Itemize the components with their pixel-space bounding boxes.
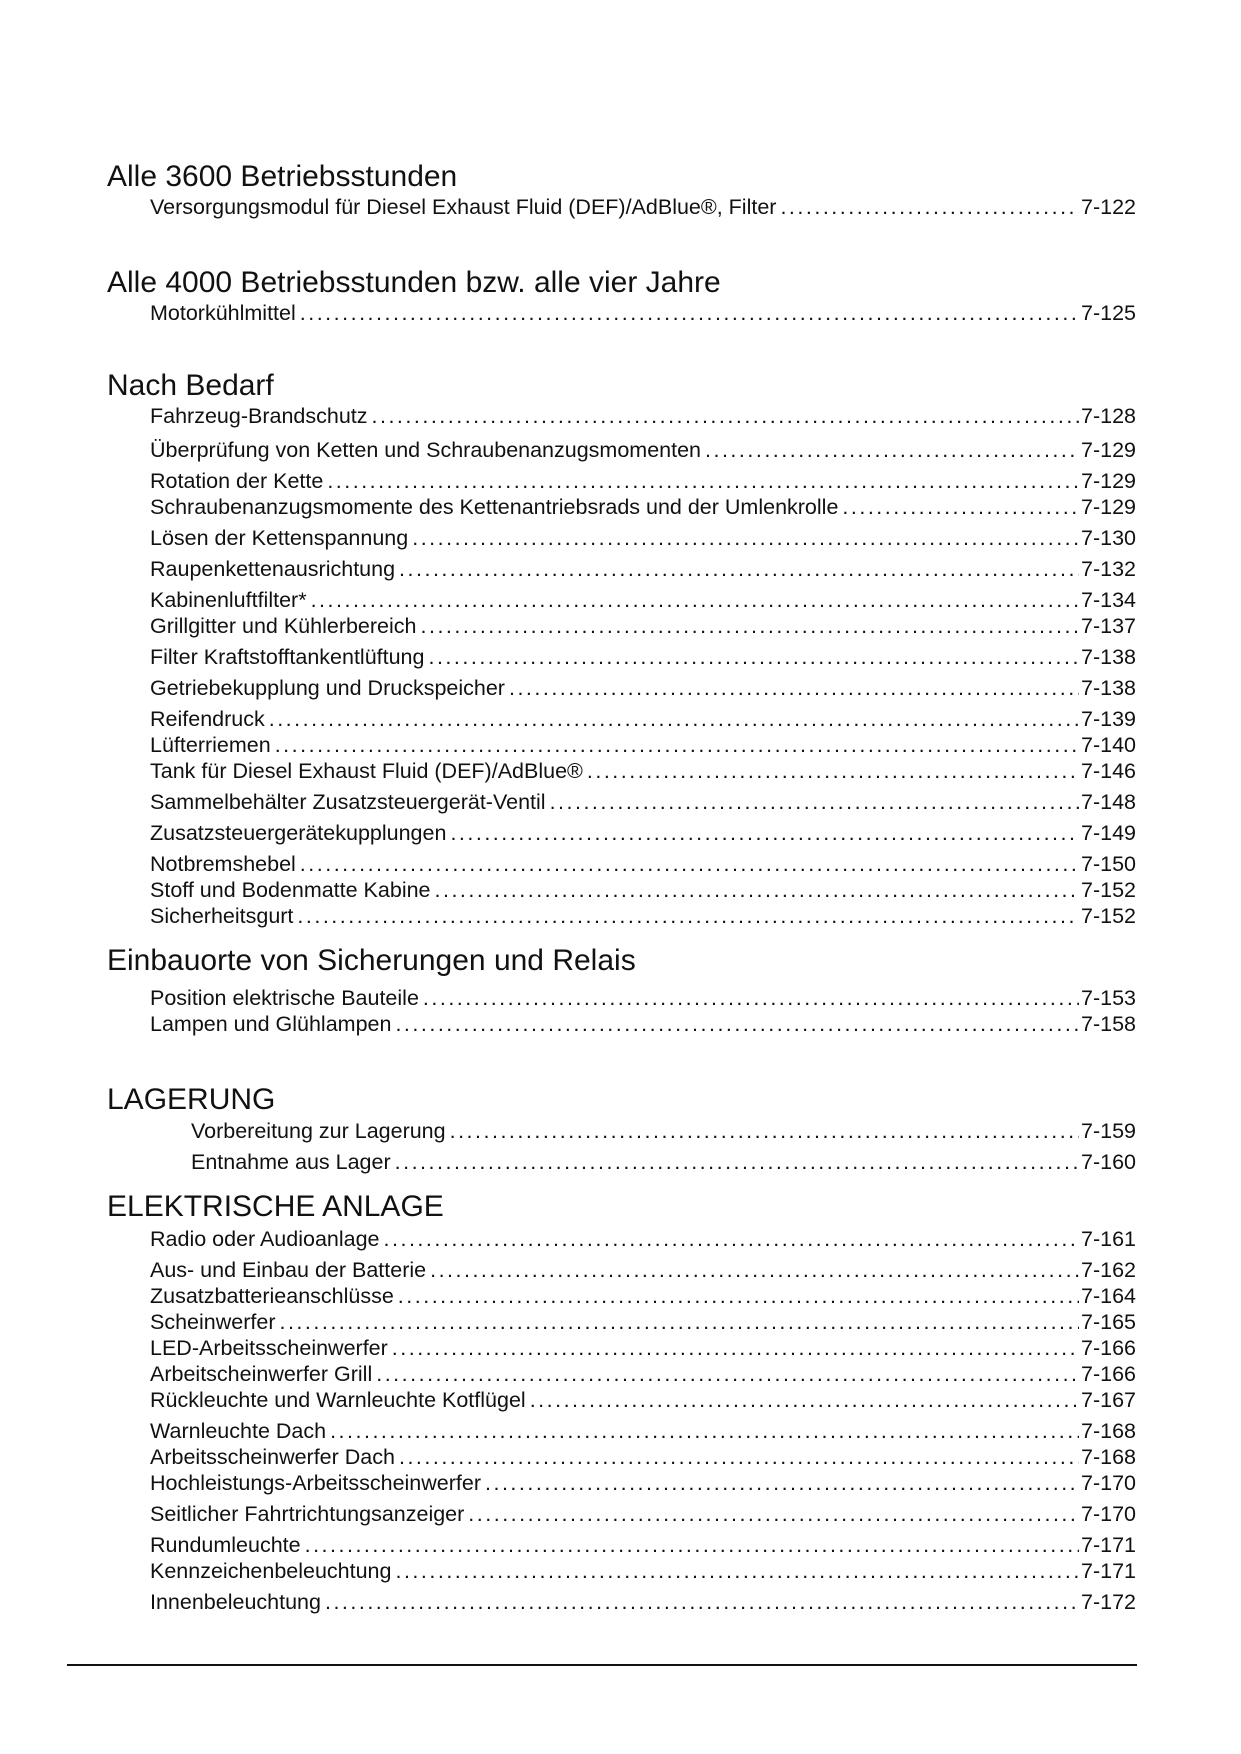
toc-entry-page: 7-134 (1081, 588, 1136, 612)
toc-entry-page: 7-153 (1081, 986, 1136, 1010)
dot-leader (435, 877, 1079, 903)
toc-entry[interactable] (150, 613, 1136, 639)
toc-entry-label: Grillgitter und Kühlerbereich (150, 614, 417, 638)
toc-entry-label: Radio oder Audioanlage (150, 1227, 380, 1251)
toc-entry-page: 7-125 (1081, 301, 1136, 325)
toc-entry-page: 7-152 (1081, 904, 1136, 928)
toc-entry-label: Arbeitsscheinwerfer Dach (150, 1445, 395, 1469)
toc-entry-page: 7-165 (1081, 1310, 1136, 1334)
dot-leader (395, 1149, 1079, 1175)
dot-leader (412, 525, 1079, 551)
toc-entry-label: Kabinenluftfilter* (150, 588, 307, 612)
dot-leader (423, 985, 1079, 1011)
toc-entry-page: 7-172 (1081, 1590, 1136, 1614)
toc-entry-label: Arbeitscheinwerfer Grill (150, 1362, 373, 1386)
toc-entry-page: 7-162 (1081, 1258, 1136, 1282)
toc-entry[interactable] (150, 985, 1136, 1011)
toc-entry-label: Schraubenanzugsmomente des Kettenantriebsrads und der Umlenkrolle (150, 495, 839, 519)
section-heading: Alle 3600 Betriebsstunden (107, 160, 458, 193)
toc-entry-label: Lüfterriemen (150, 733, 271, 757)
toc-entry-label: Entnahme aus Lager (191, 1150, 391, 1174)
toc-entry-page: 7-159 (1081, 1119, 1136, 1143)
toc-entry[interactable] (150, 1589, 1136, 1615)
toc-entry-page: 7-171 (1081, 1559, 1136, 1583)
toc-entry-page: 7-168 (1081, 1419, 1136, 1443)
toc-entry-page: 7-170 (1081, 1502, 1136, 1526)
toc-entry-label: Filter Kraftstofftankentlüftung (150, 645, 425, 669)
toc-entry-page: 7-170 (1081, 1471, 1136, 1495)
toc-entry-page: 7-138 (1081, 645, 1136, 669)
dot-leader (780, 194, 1079, 220)
toc-entry-page: 7-129 (1081, 438, 1136, 462)
toc-entry[interactable] (150, 587, 1136, 613)
dot-leader (300, 300, 1079, 326)
dot-leader (587, 758, 1079, 784)
toc-entry[interactable] (150, 1558, 1136, 1584)
toc-entry[interactable] (150, 525, 1136, 551)
toc-entry-label: Reifendruck (150, 707, 265, 731)
toc-entry[interactable] (150, 300, 1136, 326)
dot-leader (327, 468, 1079, 494)
toc-entry-label: Scheinwerfer (150, 1310, 276, 1334)
toc-entry-label: Innenbeleuchtung (150, 1590, 321, 1614)
toc-entry-label: Rundumleuchte (150, 1533, 301, 1557)
dot-leader (450, 820, 1079, 846)
toc-entry-page: 7-161 (1081, 1227, 1136, 1251)
toc-entry-label: Lösen der Kettenspannung (150, 526, 409, 550)
toc-entry[interactable] (150, 1257, 1136, 1283)
toc-entry-label: Rotation der Kette (150, 469, 324, 493)
toc-entry-page: 7-138 (1081, 676, 1136, 700)
toc-entry[interactable] (150, 1418, 1136, 1444)
dot-leader (384, 1226, 1079, 1252)
section-heading: LAGERUNG (107, 1083, 276, 1116)
toc-entry-page: 7-160 (1081, 1150, 1136, 1174)
toc-entry-label: Vorbereitung zur Lagerung (191, 1119, 446, 1143)
dot-leader (430, 1257, 1079, 1283)
dot-leader (399, 1444, 1079, 1470)
toc-entry[interactable] (150, 1283, 1136, 1309)
toc-entry-page: 7-137 (1081, 614, 1136, 638)
toc-entry[interactable] (150, 758, 1136, 784)
dot-leader (530, 1387, 1079, 1413)
toc-entry-page: 7-164 (1081, 1284, 1136, 1308)
dot-leader (468, 1501, 1079, 1527)
toc-entry[interactable] (150, 1226, 1136, 1252)
toc-entry-label: Raupenkettenausrichtung (150, 557, 396, 581)
toc-entry[interactable] (150, 556, 1136, 582)
dot-leader (311, 587, 1079, 613)
toc-entry-page: 7-128 (1081, 404, 1136, 428)
dot-leader (275, 732, 1079, 758)
dot-leader (485, 1470, 1079, 1496)
toc-entry-page: 7-166 (1081, 1362, 1136, 1386)
dot-leader (395, 1558, 1079, 1584)
toc-entry-label: Position elektrische Bauteile (150, 986, 419, 1010)
dot-leader (392, 1335, 1079, 1361)
toc-entry-page: 7-139 (1081, 707, 1136, 731)
dot-leader (330, 1418, 1079, 1444)
toc-entry[interactable] (150, 1011, 1136, 1037)
section-heading: Einbauorte von Sicherungen und Relais (107, 944, 636, 977)
toc-entry[interactable] (150, 877, 1136, 903)
toc-entry-label: Versorgungsmodul für Diesel Exhaust Fluid (DEF)/AdBlue®, Filter (150, 195, 777, 219)
dot-leader (509, 675, 1079, 701)
toc-entry-label: Stoff und Bodenmatte Kabine (150, 878, 431, 902)
toc-entry[interactable] (150, 494, 1136, 520)
dot-leader (428, 644, 1079, 670)
toc-entry-label: Sammelbehälter Zusatzsteuergerät-Ventil (150, 790, 546, 814)
toc-entry[interactable] (150, 1501, 1136, 1527)
dot-leader (269, 706, 1079, 732)
toc-entry[interactable] (150, 851, 1136, 877)
toc-entry-label: Zusatzbatterieanschlüsse (150, 1284, 394, 1308)
dot-leader (300, 851, 1079, 877)
toc-entry[interactable] (150, 732, 1136, 758)
toc-entry[interactable] (150, 903, 1136, 929)
footer-rule (67, 1664, 1137, 1666)
dot-leader (372, 403, 1080, 429)
toc-entry-page: 7-122 (1081, 195, 1136, 219)
dot-leader (325, 1589, 1079, 1615)
toc-entry-page: 7-129 (1081, 469, 1136, 493)
toc-entry[interactable] (150, 1309, 1136, 1335)
toc-entry-page: 7-150 (1081, 852, 1136, 876)
toc-entry-page: 7-149 (1081, 821, 1136, 845)
toc-entry-page: 7-167 (1081, 1388, 1136, 1412)
toc-entry-label: LED-Arbeitsscheinwerfer (150, 1336, 388, 1360)
toc-entry[interactable] (150, 644, 1136, 670)
toc-entry-label: Warnleuchte Dach (150, 1419, 327, 1443)
section-heading: ELEKTRISCHE ANLAGE (107, 1190, 444, 1223)
section-heading: Alle 4000 Betriebsstunden bzw. alle vier Jahre (107, 266, 721, 299)
toc-entry-label: Rückleuchte und Warnleuchte Kotflügel (150, 1388, 526, 1412)
toc-entry[interactable] (150, 403, 1136, 429)
toc-entry-label: Aus- und Einbau der Batterie (150, 1258, 427, 1282)
section-heading: Nach Bedarf (107, 369, 274, 402)
toc-entry[interactable] (150, 1470, 1136, 1496)
dot-leader (398, 1283, 1079, 1309)
toc-entry-page: 7-152 (1081, 878, 1136, 902)
toc-entry[interactable] (150, 1387, 1136, 1413)
toc-entry-label: Sicherheitsgurt (150, 904, 294, 928)
toc-entry-page: 7-166 (1081, 1336, 1136, 1360)
toc-entry[interactable] (150, 468, 1136, 494)
toc-entry[interactable] (150, 1532, 1136, 1558)
dot-leader (705, 437, 1079, 463)
toc-entry-label: Seitlicher Fahrtrichtungsanzeiger (150, 1502, 465, 1526)
toc-entry-label: Motorkühlmittel (150, 301, 296, 325)
toc-entry[interactable] (150, 675, 1136, 701)
toc-entry-page: 7-148 (1081, 790, 1136, 814)
toc-entry-label: Überprüfung von Ketten und Schraubenanzugsmomenten (150, 438, 702, 462)
toc-entry-label: Tank für Diesel Exhaust Fluid (DEF)/AdBlue® (150, 759, 583, 783)
toc-entry-page: 7-130 (1081, 526, 1136, 550)
dot-leader (376, 1361, 1079, 1387)
toc-entry[interactable] (150, 789, 1136, 815)
toc-entry-label: Zusatzsteuergerätekupplungen (150, 821, 447, 845)
toc-entry[interactable] (150, 1361, 1136, 1387)
toc-entry[interactable] (150, 820, 1136, 846)
toc-entry-page: 7-146 (1081, 759, 1136, 783)
dot-leader (399, 556, 1079, 582)
toc-entry-page: 7-158 (1081, 1012, 1136, 1036)
dot-leader (279, 1309, 1079, 1335)
toc-entry-page: 7-140 (1081, 733, 1136, 757)
toc-entry-page: 7-168 (1081, 1445, 1136, 1469)
toc-entry-page: 7-129 (1081, 495, 1136, 519)
toc-entry-label: Fahrzeug-Brandschutz (150, 404, 368, 428)
toc-entry[interactable] (150, 706, 1136, 732)
toc-entry[interactable] (150, 437, 1136, 463)
toc-entry[interactable] (150, 1335, 1136, 1361)
toc-entry-label: Hochleistungs-Arbeitsscheinwerfer (150, 1471, 482, 1495)
dot-leader (297, 903, 1079, 929)
toc-entry-page: 7-171 (1081, 1533, 1136, 1557)
toc-entry-label: Lampen und Glühlampen (150, 1012, 392, 1036)
dot-leader (395, 1011, 1079, 1037)
toc-entry[interactable] (150, 1444, 1136, 1470)
toc-entry[interactable] (150, 194, 1136, 220)
toc-entry-label: Notbremshebel (150, 852, 296, 876)
dot-leader (305, 1532, 1079, 1558)
toc-entry-label: Getriebekupplung und Druckspeicher (150, 676, 505, 700)
dot-leader (550, 789, 1079, 815)
dot-leader (421, 613, 1080, 639)
toc-entry[interactable] (191, 1118, 1136, 1144)
toc-entry-page: 7-132 (1081, 557, 1136, 581)
toc-entry-label: Kennzeichenbeleuchtung (150, 1559, 392, 1583)
dot-leader (450, 1118, 1079, 1144)
toc-entry[interactable] (191, 1149, 1136, 1175)
dot-leader (842, 494, 1079, 520)
